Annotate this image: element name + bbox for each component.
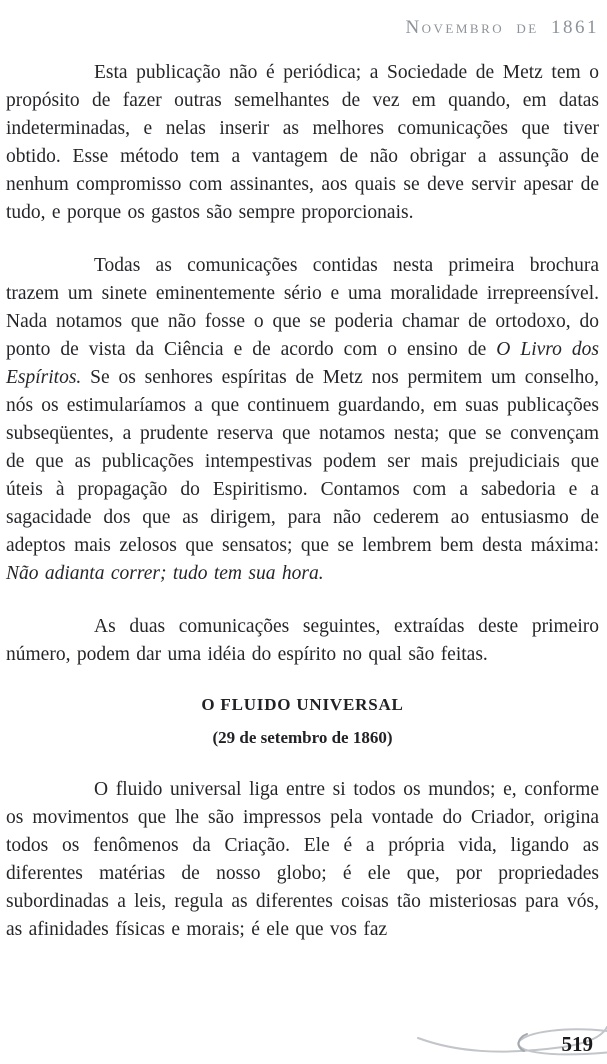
page-body — [6, 59, 599, 944]
section-title: O FLUIDO UNIVERSAL — [201, 695, 404, 714]
page-number: 519 — [561, 1032, 593, 1056]
section-date: (29 de setembro de 1860) — [212, 728, 393, 747]
body-text: Esta publicação não é periódica; a Sociedade de Metz tem o propósito de fazer outras semelhantes de vez em quando, em datas indeterminadas, e nelas inserir as melhores comunicações que tiver obtido. Esse método tem a vantagem de não obrigar a assunção de nenhum compromisso com assinantes, aos quais se deve servir apesar de tudo, e porque os gastos são sempre proporcionais. — [6, 62, 599, 223]
running-head: Novembro de 1861 — [405, 17, 599, 38]
body-text: Se os senhores espíritas de Metz nos permitem um conselho, nós os estimularíamos a que continuem guardando, em suas publicações subseqüentes, a prudente reserva que notamos nesta; que se convençam de que as publicações intempestivas podem ser mais prejudiciais que úteis à propagação do Espiritismo. Contamos com a sabedoria e a sagacidade dos que as dirigem, para não cederem ao entusiasmo de adeptos mais zelosos que sensatos; que se lembrem bem desta máxima: — [6, 367, 599, 556]
page-footer — [327, 1020, 607, 1064]
paragraph — [6, 613, 599, 669]
body-text: Todas as comunicações contidas nesta primeira brochura trazem um sinete eminentemente sério e uma moralidade irrepreensível. Nada notamos que não fosse o que se poderia chamar de ortodoxo, do ponto de vista da Ciência e de acordo com o ensino de — [6, 255, 599, 360]
paragraph — [6, 252, 599, 588]
italic-text: Não adianta correr; tudo tem sua hora. — [6, 563, 324, 584]
body-text: O fluido universal liga entre si todos os mundos; e, conforme os movimentos que lhe são impressos pela vontade do Criador, origina todos os fenômenos da Criação. Ele é a própria vida, ligando as diferentes matérias de nosso globo; é ele que, por propriedades subordinadas a leis, regula as diferentes coisas tão misteriosas para vós, as afinidades físicas e morais; é ele que vos faz — [6, 779, 599, 940]
paragraph — [6, 776, 599, 944]
italic-text: O Livro dos Espíritos. — [6, 339, 599, 388]
paragraph — [6, 59, 599, 227]
body-text: As duas comunicações seguintes, extraídas deste primeiro número, podem dar uma idéia do espírito no qual são feitas. — [6, 616, 599, 665]
